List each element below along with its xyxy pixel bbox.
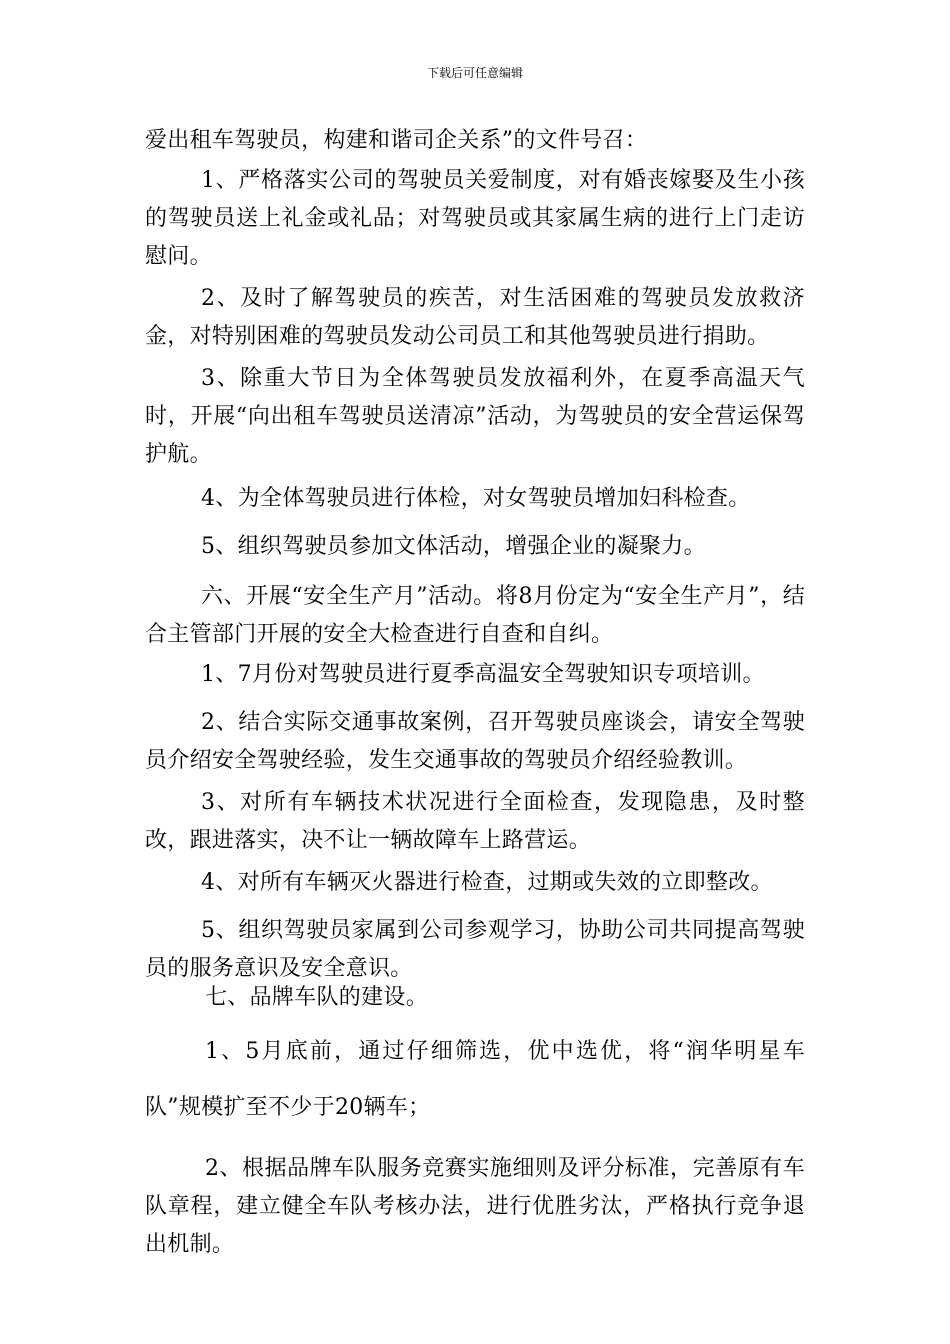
paragraph-brand-item-2: 2、根据品牌车队服务竞赛实施细则及评分标准，完善原有车队章程，建立健全车队考核办法，进行优胜劣汰，严格执行竞争退出机制。 [145, 1156, 805, 1257]
paragraph-care-item-1: 1、严格落实公司的驾驶员关爱制度，对有婚丧嫁娶及生小孩的驾驶员送上礼金或礼品；对驾驶员或其家属生病的进行上门走访慰问。 [145, 168, 805, 269]
paragraph-brand-item-1: 1、5月底前，通过仔细筛选，优中选优，将“润华明星车队”规模扩至不少于20辆车； [145, 1039, 805, 1120]
paragraph-intro-continuation: 爱出租车驾驶员，构建和谐司企关系”的文件号召： [145, 128, 648, 153]
paragraph-care-item-5: 5、组织驾驶员参加文体活动，增强企业的凝聚力。 [201, 534, 706, 559]
paragraph-care-item-2: 2、及时了解驾驶员的疾苦，对生活困难的驾驶员发放救济金，对特别困难的驾驶员发动公司员工和其他驾驶员进行捐助。 [145, 286, 805, 349]
paragraph-safety-item-2: 2、结合实际交通事故案例，召开驾驶员座谈会，请安全驾驶员介绍安全驾驶经验，发生交通事故的驾驶员介绍经验教训。 [145, 710, 805, 773]
page-header: 下载后可任意编辑 [426, 66, 523, 80]
paragraph-safety-item-4: 4、对所有车辆灭火器进行检查，过期或失效的立即整改。 [201, 870, 773, 895]
paragraph-care-item-3: 3、除重大节日为全体驾驶员发放福利外，在夏季高温天气时，开展“向出租车驾驶员送清凉”活动，为驾驶员的安全营运保驾护航。 [145, 366, 805, 467]
section-six-heading: 六、开展“安全生产月”活动。将8月份定为“安全生产月”，结合主管部门开展的安全大检查进行自查和自纠。 [145, 584, 805, 647]
document-body [145, 122, 805, 1264]
paragraph-safety-item-5: 5、组织驾驶员家属到公司参观学习，协助公司共同提高驾驶员的服务意识及安全意识。 [145, 918, 805, 981]
section-seven-heading: 七、品牌车队的建设。 [205, 985, 429, 1010]
paragraph-safety-item-3: 3、对所有车辆技术状况进行全面检查，发现隐患，及时整改，跟进落实，决不让一辆故障车上路营运。 [145, 790, 805, 853]
paragraph-care-item-4: 4、为全体驾驶员进行体检，对女驾驶员增加妇科检查。 [201, 486, 751, 511]
paragraph-safety-item-1: 1、7月份对驾驶员进行夏季高温安全驾驶知识专项培训。 [201, 662, 765, 687]
